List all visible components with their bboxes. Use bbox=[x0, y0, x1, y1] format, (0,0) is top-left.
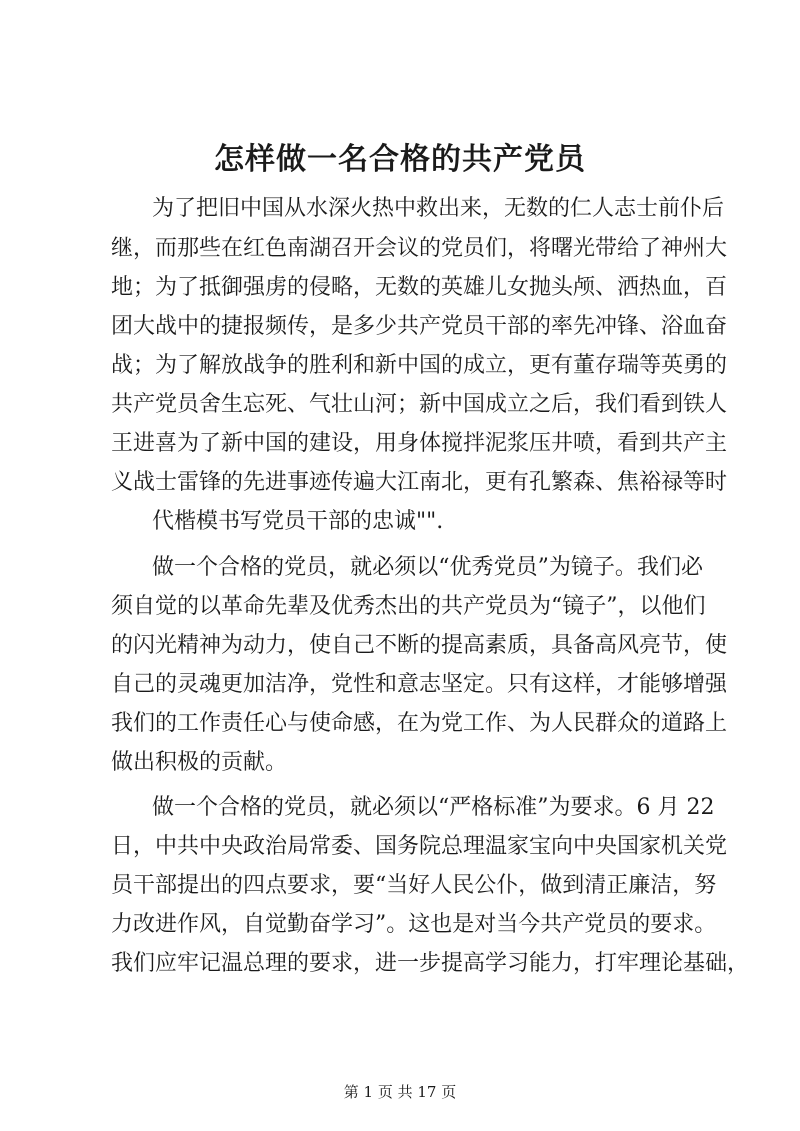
paragraph-2-line-3: 的闪光精神为动力，使自己不断的提高素质，具备高风亮节，使 bbox=[111, 633, 728, 658]
paragraph-1-line-4: 团大战中的捷报频传，是多少共产党员干部的率先冲锋、浴血奋 bbox=[111, 314, 728, 339]
paragraph-1-line-8: 义战士雷锋的先进事迹传遍大江南北，更有孔繁森、焦裕禄等时 bbox=[111, 470, 728, 495]
paragraph-2-line-4: 自己的灵魂更加洁净，党性和意志坚定。只有这样，才能够增强 bbox=[111, 672, 728, 697]
paragraph-1-line-2: 继，而那些在红色南湖召开会议的党员们，将曙光带给了神州大 bbox=[111, 236, 728, 261]
paragraph-1-line-5: 战；为了解放战争的胜利和新中国的成立，更有董存瑞等英勇的 bbox=[111, 353, 728, 378]
paragraph-3-line-5: 我们应牢记温总理的要求，进一步提高学习能力，打牢理论基础， bbox=[111, 951, 750, 976]
paragraph-1-line-9: 代楷模书写党员干部的忠诚"". bbox=[152, 509, 444, 534]
paragraph-1-line-7: 王进喜为了新中国的建设，用身体搅拌泥浆压井喷，看到共产主 bbox=[111, 431, 728, 456]
paragraph-2-line-5: 我们的工作责任心与使命感，在为党工作、为人民群众的道路上 bbox=[111, 711, 728, 736]
paragraph-1-line-3: 地；为了抵御强虏的侵略，无数的英雄儿女抛头颅、洒热血，百 bbox=[111, 275, 728, 300]
document-title: 怎样做一名合格的共产党员 bbox=[214, 142, 586, 177]
paragraph-3-line-3: 员干部提出的四点要求，要“当好人民公仆，做到清正廉洁，努 bbox=[111, 873, 717, 898]
paragraph-1-line-1: 为了把旧中国从水深火热中救出来，无数的仁人志士前仆后 bbox=[152, 196, 725, 221]
paragraph-3-line-2: 日，中共中央政治局常委、国务院总理温家宝向中央国家机关党 bbox=[111, 834, 728, 859]
paragraph-2-line-6: 做出积极的贡献。 bbox=[111, 750, 288, 775]
page-number-footer: 第 1 页 共 17 页 bbox=[343, 1083, 457, 1101]
paragraph-3-line-1: 做一个合格的党员，就必须以“严格标准”为要求。6 月 22 bbox=[152, 795, 715, 820]
paragraph-2-line-1: 做一个合格的党员，就必须以“优秀党员”为镜子。我们必 bbox=[152, 555, 703, 580]
paragraph-2-line-2: 须自觉的以革命先辈及优秀杰出的共产党员为“镜子”，以他们 bbox=[111, 594, 706, 619]
paragraph-3-line-4: 力改进作风，自觉勤奋学习”。这也是对当今共产党员的要求。 bbox=[111, 912, 717, 937]
paragraph-1-line-6: 共产党员舍生忘死、气壮山河；新中国成立之后，我们看到铁人 bbox=[111, 392, 728, 417]
